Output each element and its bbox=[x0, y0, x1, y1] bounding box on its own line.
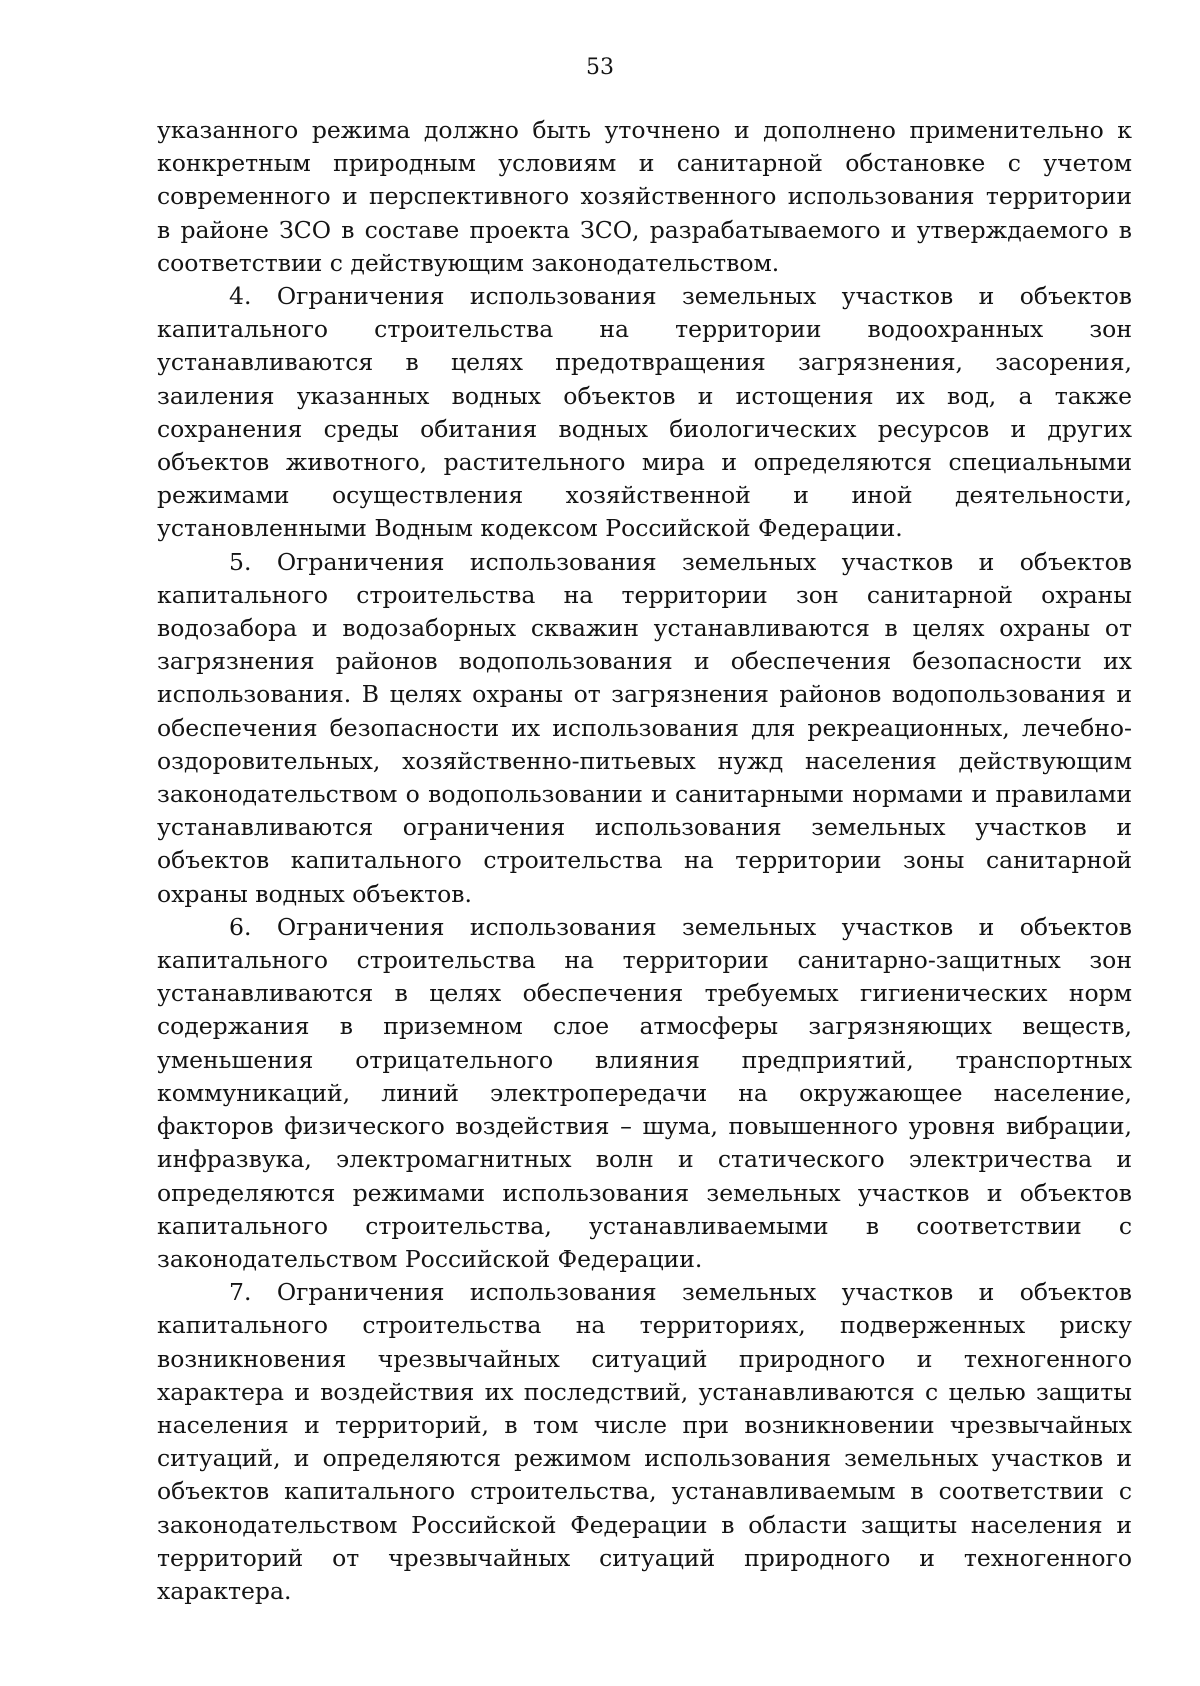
page-number: 53 bbox=[586, 55, 614, 80]
document-body bbox=[157, 114, 1132, 1608]
paragraph-item-7: 7. Ограничения использования земельных участков и объектов капитального строительства на территориях, подверженных риску возникновения чрезвычайных ситуаций природного и техногенного характера и воздействия их последствий, устанавливаются с целью защиты населения и территорий, в том числе при возникновении чрезвычайных ситуаций, и определяются режимом использования земельных участков и объектов капитального строительства, устанавливаемым в соответствии с законодательством Российской Федерации в области защиты населения и территорий от чрезвычайных ситуаций природного и техногенного характера. bbox=[157, 1278, 1132, 1605]
paragraph-item-4: 4. Ограничения использования земельных участков и объектов капитального строительства на территории водоохранных зон устанавливаются в целях предотвращения загрязнения, засорения, заиления указанных водных объектов и истощения их вод, а также сохранения среды обитания водных биологических ресурсов и других объектов животного, растительного мира и определяются специальными режимами осуществления хозяйственной и иной деятельности, установленными Водным кодексом Российской Федерации. bbox=[157, 282, 1132, 543]
paragraph-item-6: 6. Ограничения использования земельных участков и объектов капитального строительства на территории санитарно-защитных зон устанавливаются в целях обеспечения требуемых гигиенических норм содержания в приземном слое атмосферы загрязняющих веществ, уменьшения отрицательного влияния предприятий, транспортных коммуникаций, линий электропередачи на окружающее население, факторов физического воздействия – шума, повышенного уровня вибрации, инфразвука, электромагнитных волн и статического электричества и определяются режимами использования земельных участков и объектов капитального строительства, устанавливаемыми в соответствии с законодательством Российской Федерации. bbox=[157, 912, 1132, 1273]
paragraph-continuation: указанного режима должно быть уточнено и дополнено применительно к конкретным природным условиям и санитарной обстановке с учетом современного и перспективного хозяйственного использования территории в районе ЗСО в составе проекта ЗСО, разрабатываемого и утверждаемого в соответствии с действующим законодательством. bbox=[157, 116, 1132, 277]
paragraph-item-5: 5. Ограничения использования земельных участков и объектов капитального строительства на территории зон санитарной охраны водозабора и водозаборных скважин устанавливаются в целях охраны от загрязнения районов водопользования и обеспечения безопасности их использования. В целях охраны от загрязнения районов водопользования и обеспечения безопасности их использования для рекреационных, лечебно-оздоровительных, хозяйственно-питьевых нужд населения действующим законодательством о водопользовании и санитарными нормами и правилами устанавливаются ограничения использования земельных участков и объектов капитального строительства на территории зоны санитарной охраны водных объектов. bbox=[157, 547, 1132, 908]
